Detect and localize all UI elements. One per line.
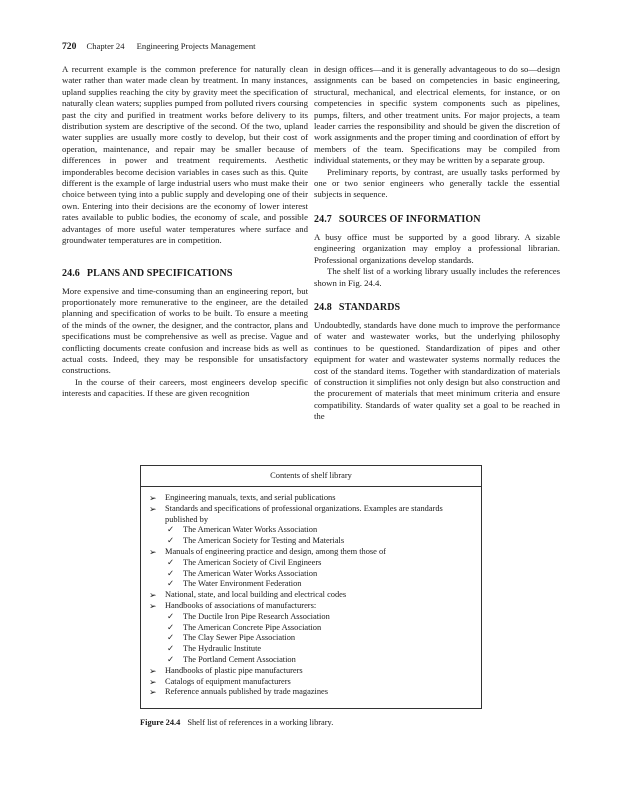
list-item: ➢ Handbooks of associations of manufacturers: [149,600,317,611]
figure-box-title: Contents of shelf library [141,466,481,487]
list-item: ➢ Reference annuals published by trade magazines [149,687,329,698]
check-bullet-icon: ✓ [167,633,175,643]
check-bullet-icon: ✓ [167,557,175,567]
list-item: ➢ Manuals of engineering practice and design, among them those of [149,546,386,557]
running-header [62,41,256,52]
figure-label: Figure 24.4 [140,718,181,727]
list-subitem: ✓ The American Concrete Pipe Association [167,622,322,632]
list-item: ➢ Catalogs of equipment manufacturers [149,676,291,687]
list-item: ➢ Handbooks of plastic pipe manufacturers [149,665,303,676]
check-bullet-icon: ✓ [167,525,175,535]
list-subitem: ✓ The American Water Works Association [167,568,318,578]
list-item: ➢ Standards and specifications of professional organizations. Examples are standards published by [149,503,443,524]
arrow-bullet-icon: ➢ [149,676,157,687]
section-title: SOURCES OF INFORMATION [338,213,481,225]
list-subitem: ✓ The American Society for Testing and Materials [167,536,345,546]
paragraph: The shelf list of a working library usually includes the references shown in Fig. 24.4. [314,266,560,288]
list-subitem: ✓ The Hydraulic Institute [167,644,262,654]
arrow-bullet-icon: ➢ [149,600,157,611]
paragraph: Preliminary reports, by contrast, are usually tasks performed by one or two senior engineers who generally tackle the essential subjects in sequence. [314,166,560,200]
check-bullet-icon: ✓ [167,536,175,546]
list-subitem: ✓ The Water Environment Federation [167,579,302,589]
paragraph: in design offices—and it is generally advantageous to do so—design assignments can be based on competencies in basic engineering, structural, mechanical, and electrical elements, for instance, or on competencies in specific system components such as pipelines, pumps, filters, and other treatment units. For major projects, a team leader carries the responsibility and should be given the discretion of work assignments and the proper timing and coordination of effort by members of the team. Specifications may be compiled from individual statements, or they may be written by a separate group. [314,64,560,166]
figure-caption-text: Shelf list of references in a working library. [187,718,334,727]
paragraph: In the course of their careers, most engineers develop specific interests and capacities. If these are given recognition [62,376,308,399]
section-number: 24.8 [314,301,332,313]
book-section-title: Engineering Projects Management [136,41,256,51]
section-number: 24.7 [314,213,332,225]
check-bullet-icon: ✓ [167,579,175,589]
section-title: STANDARDS [338,301,401,313]
section-heading-24-8 [314,302,560,314]
arrow-bullet-icon: ➢ [149,503,157,514]
list-item: ➢ National, state, and local building and electrical codes [149,590,347,601]
page-number: 720 [62,41,77,52]
figure-shelf-list-box [140,465,482,709]
check-bullet-icon: ✓ [167,622,175,632]
list-subitem: ✓ The Ductile Iron Pipe Research Association [167,611,330,621]
list-subitem: ✓ The Portland Cement Association [167,654,296,664]
arrow-bullet-icon: ➢ [149,590,157,601]
paragraph: A busy office must be supported by a good library. A sizable engineering organization may employ a professional librarian. Professional organizations develop standards. [314,231,560,265]
check-bullet-icon: ✓ [167,611,175,621]
check-bullet-icon: ✓ [167,568,175,578]
shelf-list [141,487,481,698]
check-bullet-icon: ✓ [167,644,175,654]
chapter-label: Chapter 24 [86,41,125,51]
paragraph: Undoubtedly, standards have done much to improve the performance of water and wastewater works, but the underlying philosophy continues to be questioned. Standardization of pipes and other equipment for water and wastewater systems normally reduces the cost of the standard items. Together with standardization of materials of construction it simplifies not only design but also construction and the procurement of materials that meet minimum criteria and ensure compatibility. Standards of water quality set a goal to be reached in the [314,319,560,422]
section-heading-24-7 [314,214,560,226]
section-heading-24-6 [62,268,308,280]
list-subitem: ✓ The American Society of Civil Engineers [167,557,322,567]
arrow-bullet-icon: ➢ [149,493,157,503]
paragraph: More expensive and time-consuming than an engineering report, but proportionately more remunerative to the engineer, are the detailed planning and specification of works to be built. To ensure a meeting of the minds of the owner, the designer, and the contractor, plans and specifications must be comprehensive as well as precise. Vague and conflicting documents create confusion and increase bids as well as actual costs. Indeed, they may be responsible for unsatisfactory constructions. [62,285,308,376]
section-title: PLANS AND SPECIFICATIONS [86,267,233,279]
check-bullet-icon: ✓ [167,654,175,664]
list-subitem: ✓ The Clay Sewer Pipe Association [167,633,296,643]
list-item: ➢ Engineering manuals, texts, and serial publications [149,493,336,503]
figure-caption [140,718,333,727]
left-column [62,64,308,400]
section-number: 24.6 [62,267,80,279]
paragraph: A recurrent example is the common preference for naturally clean water rather than water made clean by treatment. In many instances, upland supplies reaching the city by gravity meet the specification of naturally clean waters; supplies pumped from polluted rivers coursing past the city and purified in treatment works before delivery to its distribution system are descriptive of the second. Of the two, upland water supplies are usually more costly to develop, but their cost of operation, maintenance, and repair may be smaller because of differences in power and treatment requirements. Aesthetic imponderables become decision variables in cases such as this. Quite different is the example of large industrial users who must make their choice between tying into a public supply and developing one of their own. Entering into their decisions are the economy of lower interest rates available to public bodies, the economy of scale, and possible advantages of more useful water temperatures where surface and groundwater temperatures are in competition. [62,64,308,246]
arrow-bullet-icon: ➢ [149,665,157,676]
arrow-bullet-icon: ➢ [149,687,157,698]
arrow-bullet-icon: ➢ [149,546,157,557]
right-column [314,64,560,423]
list-subitem: ✓ The American Water Works Association [167,525,318,535]
